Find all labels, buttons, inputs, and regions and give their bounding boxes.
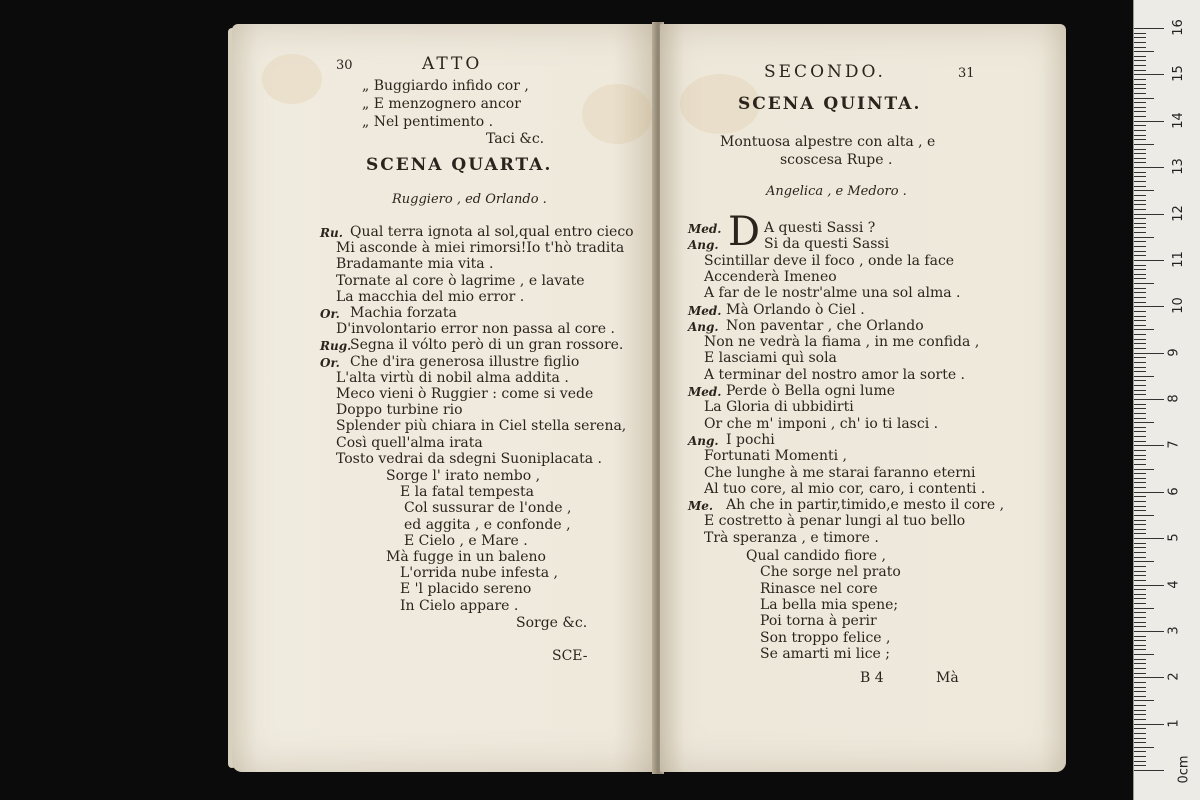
scene-title: SCENA QUARTA. (366, 155, 553, 175)
dialogue-line: Tornate al core ò lagrime , e lavate (336, 272, 585, 289)
ruler-tick (1134, 316, 1146, 317)
ruler-tick (1134, 37, 1146, 38)
ruler-tick (1134, 172, 1146, 173)
ruler-tick (1134, 121, 1164, 122)
ruler-tick (1134, 742, 1146, 743)
ruler-tick (1134, 70, 1146, 71)
dialogue-line: Doppo turbine rio (336, 402, 463, 419)
speaker-label: Ang. (688, 433, 719, 448)
aria-line: Che sorge nel prato (760, 564, 901, 581)
ruler-number: 15 (1170, 65, 1186, 83)
ruler-tick (1134, 492, 1164, 493)
ruler-tick (1134, 761, 1146, 762)
ruler-tick (1134, 232, 1146, 233)
ruler-tick (1134, 28, 1164, 29)
dialogue-line: Splender più chiara in Ciel stella serena, (336, 418, 627, 435)
dialogue-line: Si da questi Sassi (764, 236, 890, 253)
ruler-number: 6 (1166, 487, 1182, 496)
ruler-tick (1134, 385, 1146, 386)
ruler-tick (1134, 700, 1154, 701)
ruler-tick (1134, 445, 1164, 446)
ruler-tick (1134, 631, 1164, 632)
ruler-tick (1134, 144, 1154, 145)
dialogue-line: Così quell'alma irata (336, 434, 483, 451)
aria-line: L'orrida nube infesta , (400, 565, 558, 582)
dialogue-line: A terminar del nostro amor la sorte . (704, 366, 966, 383)
aria-line: E la fatal tempesta (400, 484, 534, 501)
ruler-tick (1134, 431, 1146, 432)
ruler-tick (1134, 566, 1146, 567)
ruler-tick (1134, 580, 1146, 581)
ruler-tick (1134, 153, 1146, 154)
ruler-tick (1134, 329, 1154, 330)
dialogue-line: La macchia del mio error . (336, 288, 525, 305)
dialogue-line: I pochi (726, 431, 775, 448)
ruler-tick (1134, 209, 1146, 210)
ruler-tick (1134, 510, 1146, 511)
ruler-tick (1134, 241, 1146, 242)
ruler-tick (1134, 167, 1164, 168)
speaker-label: Or. (320, 355, 340, 370)
ruler-tick (1134, 469, 1154, 470)
ruler-tick (1134, 334, 1146, 335)
ruler-number: 8 (1166, 394, 1182, 403)
ruler-tick (1134, 598, 1146, 599)
ruler-tick (1134, 111, 1146, 112)
right-page (660, 24, 1066, 772)
dialogue-line: Segna il vólto però di un gran rossore. (350, 337, 624, 354)
ruler-tick (1134, 251, 1146, 252)
ruler-tick (1134, 533, 1146, 534)
ruler-tick (1134, 47, 1146, 48)
ruler-tick (1134, 770, 1164, 771)
ruler-tick (1134, 622, 1146, 623)
ruler-tick (1134, 371, 1146, 372)
ruler-tick (1134, 306, 1164, 307)
dialogue-line: Fortunati Momenti , (704, 448, 847, 465)
ruler-tick (1134, 682, 1146, 683)
ruler-tick (1134, 394, 1146, 395)
ruler-tick (1134, 195, 1146, 196)
dialogue-line: A questi Sassi ? (764, 220, 876, 236)
ruler-tick (1134, 719, 1146, 720)
ruler-tick (1134, 589, 1146, 590)
ruler-tick (1134, 617, 1146, 618)
ruler-tick (1134, 98, 1154, 99)
ruler-tick (1134, 626, 1146, 627)
ruler-tick (1134, 538, 1164, 539)
ruler-number: 13 (1170, 158, 1186, 175)
speaker-label: Med. (688, 222, 722, 236)
aria-line: Se amarti mi lice ; (760, 645, 890, 662)
aria-line: Sorge l' irato nembo , (386, 468, 541, 484)
ruler-tick (1134, 585, 1164, 586)
speaker-label: Ang. (688, 319, 719, 334)
ruler-tick (1134, 283, 1154, 284)
ruler-tick (1134, 710, 1146, 711)
ruler-tick (1134, 292, 1146, 293)
ruler-tick (1134, 93, 1146, 94)
ruler-tick (1134, 473, 1146, 474)
ruler-tick (1134, 427, 1146, 428)
ruler-tick (1134, 255, 1146, 256)
ruler-number: 2 (1166, 672, 1182, 681)
speaker-label: Or. (320, 307, 340, 321)
ruler-tick (1134, 274, 1146, 275)
dialogue-line: E costretto à penar lungi al tuo bello (704, 513, 966, 530)
ruler-tick (1134, 478, 1146, 479)
ruler-tick (1134, 311, 1146, 312)
ruler-tick (1134, 520, 1146, 521)
speaker-label: Rug. (320, 339, 352, 354)
ruler-number: 16 (1170, 19, 1186, 36)
aria-refrain: Sorge &c. (516, 615, 588, 631)
ruler-tick (1134, 506, 1146, 507)
dialogue-line: Scintillar deve il foco , onde la face (704, 252, 955, 269)
ruler-tick (1134, 529, 1146, 530)
ruler-tick (1134, 376, 1154, 377)
ruler-tick (1134, 218, 1146, 219)
verse-line: „ Buggiardo infido cor , (362, 78, 529, 94)
ruler-tick (1134, 561, 1154, 562)
dialogue-line: Trà speranza , e timore . (704, 529, 879, 546)
ruler-tick (1134, 176, 1146, 177)
ruler-tick (1134, 246, 1146, 247)
dialogue-line: Tosto vedrai da sdegni Suoniplacata . (336, 450, 602, 467)
aria-line: Rinasce nel core (760, 580, 878, 597)
ruler-tick (1134, 668, 1146, 669)
ruler-tick (1134, 515, 1154, 516)
dialogue-line: Al tuo core, al mio cor, caro, i contenti . (704, 480, 986, 497)
ruler-tick (1134, 645, 1146, 646)
page-number: 31 (958, 66, 975, 81)
ruler-tick (1134, 200, 1146, 201)
dialogue-line: Qual terra ignota al sol,qual entro cieco (350, 224, 634, 240)
ruler-tick (1134, 765, 1146, 766)
ruler-tick (1134, 42, 1146, 43)
measuring-ruler (1133, 0, 1200, 800)
ruler-tick (1134, 390, 1146, 391)
ruler-tick (1134, 482, 1146, 483)
ruler-tick (1134, 441, 1146, 442)
ruler-number: 7 (1166, 440, 1182, 450)
ruler-tick (1134, 353, 1164, 354)
ruler-tick (1134, 547, 1146, 548)
ruler-tick (1134, 339, 1146, 340)
ruler-number: 12 (1170, 204, 1186, 222)
ruler-tick (1134, 107, 1146, 108)
speaker-label: Med. (688, 385, 722, 399)
ruler-tick (1134, 673, 1146, 674)
ruler-tick (1134, 325, 1146, 326)
ruler-tick (1134, 223, 1146, 224)
ruler-tick (1134, 320, 1146, 321)
dialogue-line: Perde ò Bella ogni lume (726, 383, 896, 399)
open-book (228, 18, 1070, 778)
ruler-tick (1134, 162, 1146, 163)
ruler-tick (1134, 552, 1146, 553)
ruler-tick (1134, 649, 1146, 650)
catchword: SCE- (552, 648, 588, 664)
aria-line: Poi torna à perir (760, 613, 877, 630)
left-page (232, 24, 656, 772)
dialogue-line: Meco vieni ò Ruggier : come si vede (336, 386, 594, 402)
aria-line: Mà fugge in un baleno (386, 549, 546, 565)
ruler-tick (1134, 348, 1146, 349)
foxing-stain (262, 54, 322, 104)
ruler-tick (1134, 102, 1146, 103)
scene-title: SCENA QUINTA. (738, 94, 922, 114)
ruler-tick (1134, 487, 1146, 488)
ruler-tick (1134, 738, 1146, 739)
dialogue-line: Non ne vedrà la fiama , in me confida , (704, 334, 980, 351)
ruler-tick (1134, 612, 1146, 613)
ruler-tick (1134, 65, 1146, 66)
ruler-tick (1134, 33, 1146, 34)
ruler-tick (1134, 640, 1146, 641)
catchword: Mà (936, 670, 959, 686)
drop-capital: D (728, 209, 761, 255)
ruler-tick (1134, 227, 1146, 228)
ruler-tick (1134, 79, 1146, 80)
ruler-tick (1134, 501, 1146, 502)
ruler-tick (1134, 691, 1146, 692)
ruler-tick (1134, 204, 1146, 205)
ruler-tick (1134, 687, 1146, 688)
dialogue-line: Mà Orlando ò Ciel . (726, 301, 865, 318)
ruler-tick (1134, 278, 1146, 279)
ruler-number: 4 (1166, 579, 1182, 589)
ruler-tick (1134, 116, 1146, 117)
ruler-tick (1134, 88, 1146, 89)
aria-line: ed aggita , e confonde , (404, 516, 571, 533)
ruler-tick (1134, 149, 1146, 150)
speaker-label: Ru. (320, 226, 343, 240)
ruler-number: 5 (1166, 533, 1182, 542)
ruler-tick (1134, 459, 1146, 460)
ruler-tick (1134, 302, 1146, 303)
aria-line: In Cielo appare . (400, 597, 519, 614)
ruler-tick (1134, 214, 1164, 215)
ruler-tick (1134, 436, 1146, 437)
scene-characters: Angelica , e Medoro . (766, 184, 907, 199)
running-head: ATTO (422, 54, 483, 74)
ruler-tick (1134, 496, 1146, 497)
aria-line: La bella mia spene; (760, 596, 899, 613)
ruler-tick (1134, 74, 1164, 75)
ruler-tick (1134, 422, 1154, 423)
ruler-number: 3 (1166, 626, 1182, 635)
dialogue-line: Machia forzata (350, 305, 457, 321)
ruler-tick (1134, 399, 1164, 400)
scene-characters: Ruggiero , ed Orlando . (392, 192, 547, 207)
ruler-number: 1 (1166, 718, 1182, 728)
ruler-tick (1134, 418, 1146, 419)
ruler-tick (1134, 636, 1146, 637)
ruler-tick (1134, 654, 1154, 655)
dialogue-line: Or che m' imponi , ch' io ti lasci . (704, 415, 939, 432)
ruler-number: 11 (1170, 251, 1186, 268)
dialogue-line: E lasciami quì sola (704, 350, 837, 367)
ruler-tick (1134, 455, 1146, 456)
ruler-tick (1134, 260, 1164, 261)
ruler-tick (1134, 343, 1146, 344)
ruler-tick (1134, 608, 1154, 609)
ruler-tick (1134, 190, 1154, 191)
ruler-tick (1134, 367, 1146, 368)
aria-line: Col sussurar de l'onde , (404, 500, 572, 517)
ruler-tick (1134, 404, 1146, 405)
aria-line: E 'l placido sereno (400, 581, 532, 598)
verse-line: „ Nel pentimento . (362, 114, 494, 130)
ruler-tick (1134, 557, 1146, 558)
ruler-tick (1134, 237, 1154, 238)
dialogue-line: La Gloria di ubbidirti (704, 399, 854, 416)
ruler-tick (1134, 464, 1146, 465)
ruler-tick (1134, 60, 1146, 61)
ruler-tick (1134, 594, 1146, 595)
ruler-tick (1134, 413, 1146, 414)
ruler-tick (1134, 181, 1146, 182)
ruler-tick (1134, 51, 1154, 52)
foxing-stain (582, 84, 652, 144)
aria-line: Son troppo felice , (760, 629, 891, 646)
ruler-number: 0cm (1176, 755, 1192, 784)
ruler-tick (1134, 56, 1146, 57)
ruler-tick (1134, 571, 1146, 572)
ruler-tick (1134, 139, 1146, 140)
ruler-tick (1134, 380, 1146, 381)
ruler-tick (1134, 543, 1146, 544)
ruler-tick (1134, 265, 1146, 266)
signature-mark: B 4 (860, 670, 884, 686)
dialogue-line: Che lunghe à me starai faranno eterni (704, 464, 976, 481)
ruler-tick (1134, 186, 1146, 187)
refrain: Taci &c. (486, 131, 545, 147)
ruler-tick (1134, 724, 1164, 725)
ruler-tick (1134, 714, 1146, 715)
dialogue-line: Mi asconde à miei rimorsi!Io t'hò tradita (336, 240, 625, 257)
ruler-tick (1134, 408, 1146, 409)
ruler-tick (1134, 269, 1146, 270)
dialogue-line: Bradamante mia vita . (336, 256, 494, 273)
ruler-tick (1134, 705, 1146, 706)
aria-line: E Cielo , e Mare . (404, 532, 528, 549)
running-head: SECONDO. (764, 62, 886, 82)
speaker-label: Med. (688, 303, 722, 318)
ruler-tick (1134, 297, 1146, 298)
ruler-number: 14 (1170, 111, 1186, 129)
scene-setting: Montuosa alpestre con alta , e (720, 134, 936, 150)
ruler-tick (1134, 677, 1164, 678)
ruler-tick (1134, 733, 1146, 734)
dialogue-line: A far de le nostr'alme una sol alma . (704, 285, 961, 302)
ruler-tick (1134, 747, 1154, 748)
ruler-tick (1134, 135, 1146, 136)
ruler-tick (1134, 130, 1146, 131)
ruler-tick (1134, 357, 1146, 358)
ruler-tick (1134, 524, 1146, 525)
ruler-tick (1134, 158, 1146, 159)
ruler-tick (1134, 125, 1146, 126)
dialogue-line: L'alta virtù di nobil alma addita . (336, 369, 569, 386)
verse-line: „ E menzognero ancor (362, 96, 521, 112)
ruler-number: 10 (1170, 297, 1186, 315)
ruler-tick (1134, 84, 1146, 85)
ruler-tick (1134, 603, 1146, 604)
page-number: 30 (336, 58, 353, 73)
speaker-label: Ang. (688, 238, 719, 253)
ruler-tick (1134, 663, 1146, 664)
scene-setting: scoscesa Rupe . (780, 152, 893, 168)
speaker-label: Me. (688, 499, 714, 514)
ruler-tick (1134, 450, 1146, 451)
ruler-tick (1134, 696, 1146, 697)
aria-line: Qual candido fiore , (746, 548, 886, 564)
dialogue-line: Non paventar , che Orlando (726, 317, 924, 334)
dialogue-line: Che d'ira generosa illustre figlio (350, 353, 580, 370)
dialogue-line: Ah che in partir,timido,e mesto il core , (726, 497, 1005, 514)
ruler-tick (1134, 288, 1146, 289)
ruler-tick (1134, 751, 1146, 752)
dialogue-line: Accenderà Imeneo (704, 268, 837, 285)
dialogue-line: D'involontario error non passa al core . (336, 321, 615, 338)
ruler-number: 9 (1166, 347, 1182, 357)
ruler-tick (1134, 575, 1146, 576)
ruler-tick (1134, 362, 1146, 363)
ruler-tick (1134, 659, 1146, 660)
ruler-tick (1134, 728, 1146, 729)
ruler-tick (1134, 756, 1146, 757)
